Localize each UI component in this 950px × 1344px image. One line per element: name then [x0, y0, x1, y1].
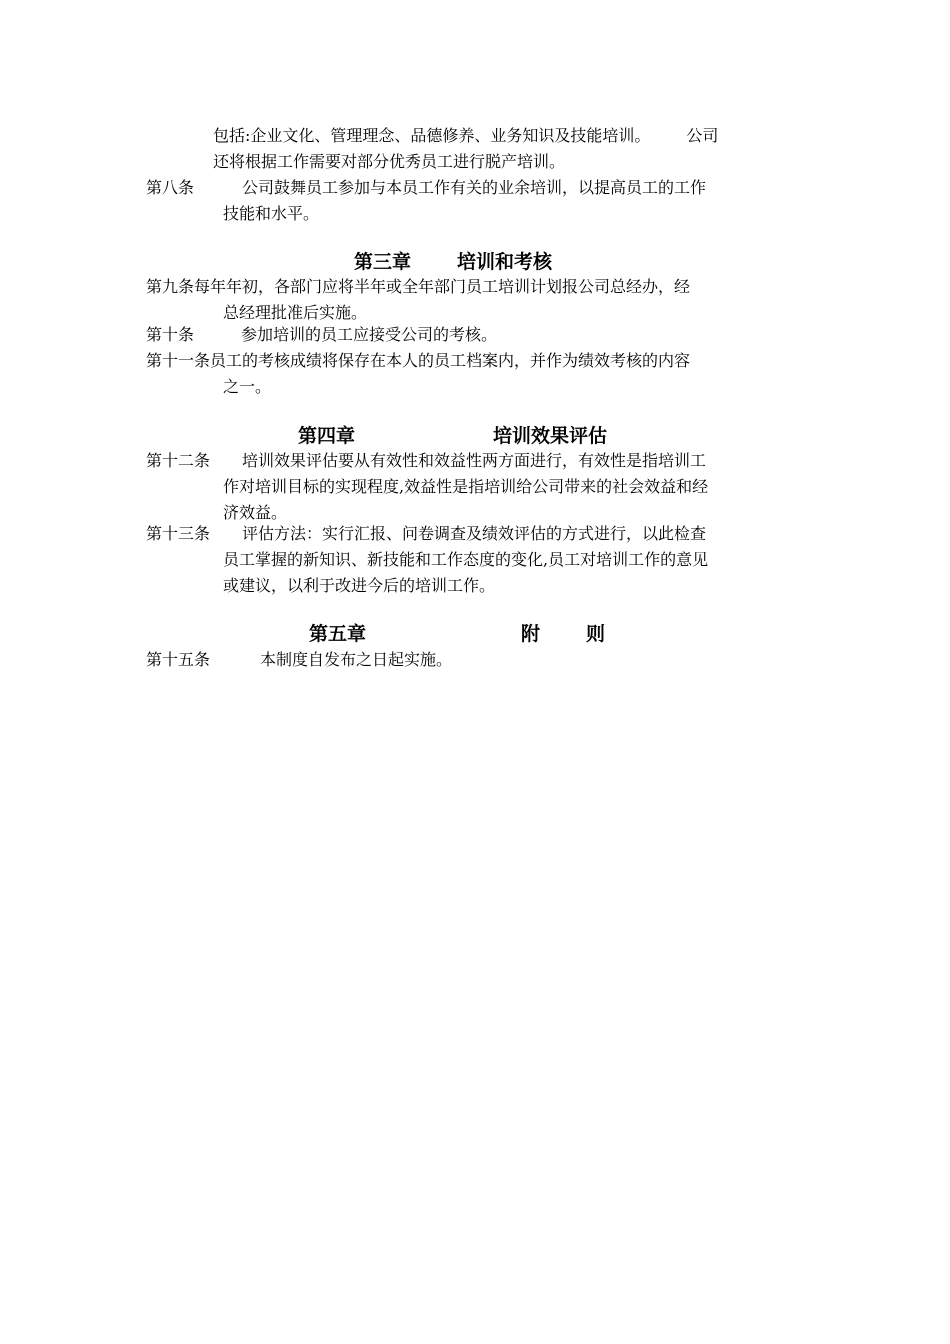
article-12-line-2: 作对培训目标的实现程度,效益性是指培训给公司带来的社会效益和经 — [223, 477, 709, 496]
intro-line-1: 包括:企业文化、管理理念、品德修养、业务知识及技能培训。 公司 — [213, 126, 719, 145]
chapter-5-title-a: 附 — [521, 623, 541, 645]
chapter-4-heading — [298, 423, 607, 449]
article-12 — [146, 448, 808, 526]
article-10-text: 参加培训的员工应接受公司的考核。 — [241, 325, 498, 344]
chapter-3-number: 第三章 — [354, 251, 412, 273]
article-8-line-1: 公司鼓舞员工参加与本员工作有关的业余培训，以提高员工的工作 — [242, 178, 707, 197]
article-15 — [146, 647, 808, 673]
article-12-line-3: 济效益。 — [223, 503, 288, 522]
chapter-4-title: 培训效果评估 — [493, 425, 608, 447]
article-9-line-1: 第九条每年年初，各部门应将半年或全年部门员工培训计划报公司总经办，经 — [146, 277, 691, 296]
article-8-label: 第八条 — [146, 178, 195, 197]
article-13-line-3: 或建议，以利于改进今后的培训工作。 — [223, 576, 496, 595]
article-15-text: 本制度自发布之日起实施。 — [260, 650, 453, 669]
article-10-label: 第十条 — [146, 325, 195, 344]
article-8-line-2: 技能和水平。 — [223, 204, 320, 223]
article-13-line-2: 员工掌握的新知识、新技能和工作态度的变化,员工对培训工作的意见 — [223, 550, 709, 569]
intro-paragraph — [213, 123, 808, 175]
article-11-line-2: 之一。 — [223, 377, 272, 396]
article-15-label: 第十五条 — [146, 650, 211, 669]
chapter-3-title: 培训和考核 — [457, 251, 553, 273]
article-12-line-1: 培训效果评估要从有效性和效益性两方面进行，有效性是指培训工 — [242, 451, 707, 470]
intro-line-2: 还将根据工作需要对部分优秀员工进行脱产培训。 — [213, 152, 566, 171]
chapter-5-title-b: 则 — [586, 623, 606, 645]
article-9-line-2: 总经理批准后实施。 — [223, 303, 368, 322]
article-11-line-1: 第十一条员工的考核成绩将保存在本人的员工档案内，并作为绩效考核的内容 — [146, 351, 691, 370]
article-12-label: 第十二条 — [146, 451, 211, 470]
article-11 — [146, 348, 808, 400]
article-8 — [146, 175, 808, 227]
article-13-line-1: 评估方法：实行汇报、问卷调查及绩效评估的方式进行，以此检查 — [242, 524, 707, 543]
article-10 — [146, 322, 808, 348]
article-9 — [146, 274, 808, 326]
chapter-5-number: 第五章 — [309, 623, 367, 645]
article-13-label: 第十三条 — [146, 524, 211, 543]
chapter-3-heading — [354, 249, 552, 275]
chapter-4-number: 第四章 — [298, 425, 356, 447]
chapter-5-heading — [309, 621, 605, 647]
article-13 — [146, 521, 808, 599]
